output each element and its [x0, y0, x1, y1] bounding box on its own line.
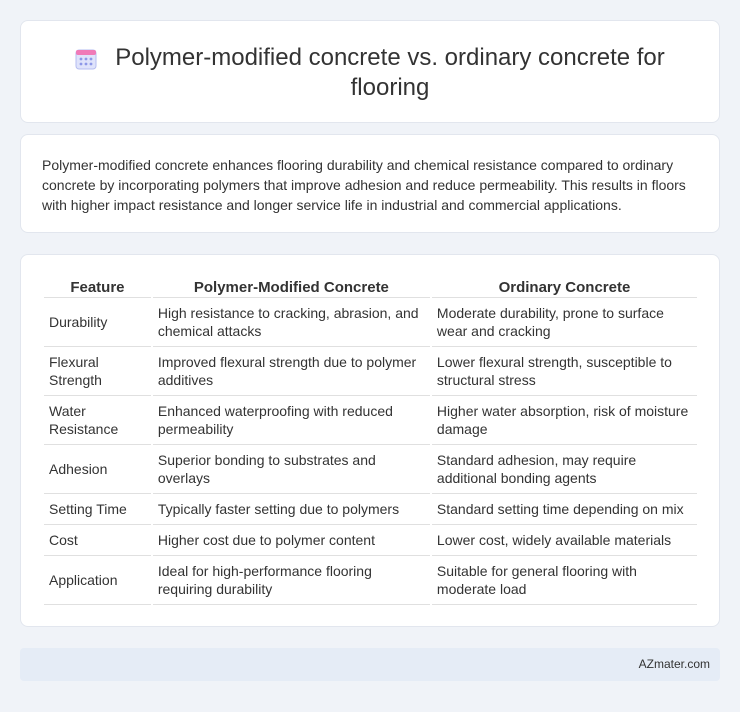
- ordinary-cell: Moderate durability, prone to surface wear and cracking: [432, 298, 697, 347]
- column-header-ordinary: Ordinary Concrete: [432, 276, 697, 298]
- feature-cell: Adhesion: [44, 445, 151, 494]
- ordinary-cell: Higher water absorption, risk of moisture damage: [432, 396, 697, 445]
- polymer-cell: Enhanced waterproofing with reduced permeability: [153, 396, 430, 445]
- table-row: [44, 556, 697, 605]
- feature-cell: Application: [44, 556, 151, 605]
- polymer-cell: High resistance to cracking, abrasion, and chemical attacks: [153, 298, 430, 347]
- ordinary-cell: Standard setting time depending on mix: [432, 494, 697, 525]
- feature-cell: Water Resistance: [44, 396, 151, 445]
- comparison-table: [42, 276, 699, 605]
- ordinary-cell: Lower cost, widely available materials: [432, 525, 697, 556]
- page-title: Polymer-modified concrete vs. ordinary concrete for flooring: [115, 44, 665, 101]
- feature-cell: Cost: [44, 525, 151, 556]
- ordinary-cell: Standard adhesion, may require additional bonding agents: [432, 445, 697, 494]
- footer-bar: [20, 648, 720, 681]
- table-row: [44, 298, 697, 347]
- column-header-feature: Feature: [44, 276, 151, 298]
- footer-brand: AZmater.com: [638, 657, 710, 671]
- table-row: [44, 396, 697, 445]
- table-row: [44, 445, 697, 494]
- table-row: [44, 525, 697, 556]
- feature-cell: Durability: [44, 298, 151, 347]
- comparison-table-card: [20, 254, 720, 627]
- polymer-cell: Typically faster setting due to polymers: [153, 494, 430, 525]
- polymer-cell: Superior bonding to substrates and overlays: [153, 445, 430, 494]
- intro-card: [20, 134, 720, 233]
- ordinary-cell: Lower flexural strength, susceptible to structural stress: [432, 347, 697, 396]
- intro-paragraph: Polymer-modified concrete enhances flooring durability and chemical resistance compared to ordinary concrete by incorporating polymers that improve adhesion and reduce permeability. This results in floors with higher impact resistance and longer service life in industrial and commercial applications.: [42, 157, 686, 213]
- title-card: [20, 20, 720, 123]
- table-row: [44, 347, 697, 396]
- polymer-cell: Higher cost due to polymer content: [153, 525, 430, 556]
- column-header-polymer: Polymer-Modified Concrete: [153, 276, 430, 298]
- polymer-cell: Improved flexural strength due to polymer additives: [153, 347, 430, 396]
- table-row: [44, 494, 697, 525]
- feature-cell: Flexural Strength: [44, 347, 151, 396]
- feature-cell: Setting Time: [44, 494, 151, 525]
- polymer-cell: Ideal for high-performance flooring requiring durability: [153, 556, 430, 605]
- table-header-row: [44, 276, 697, 298]
- ordinary-cell: Suitable for general flooring with moderate load: [432, 556, 697, 605]
